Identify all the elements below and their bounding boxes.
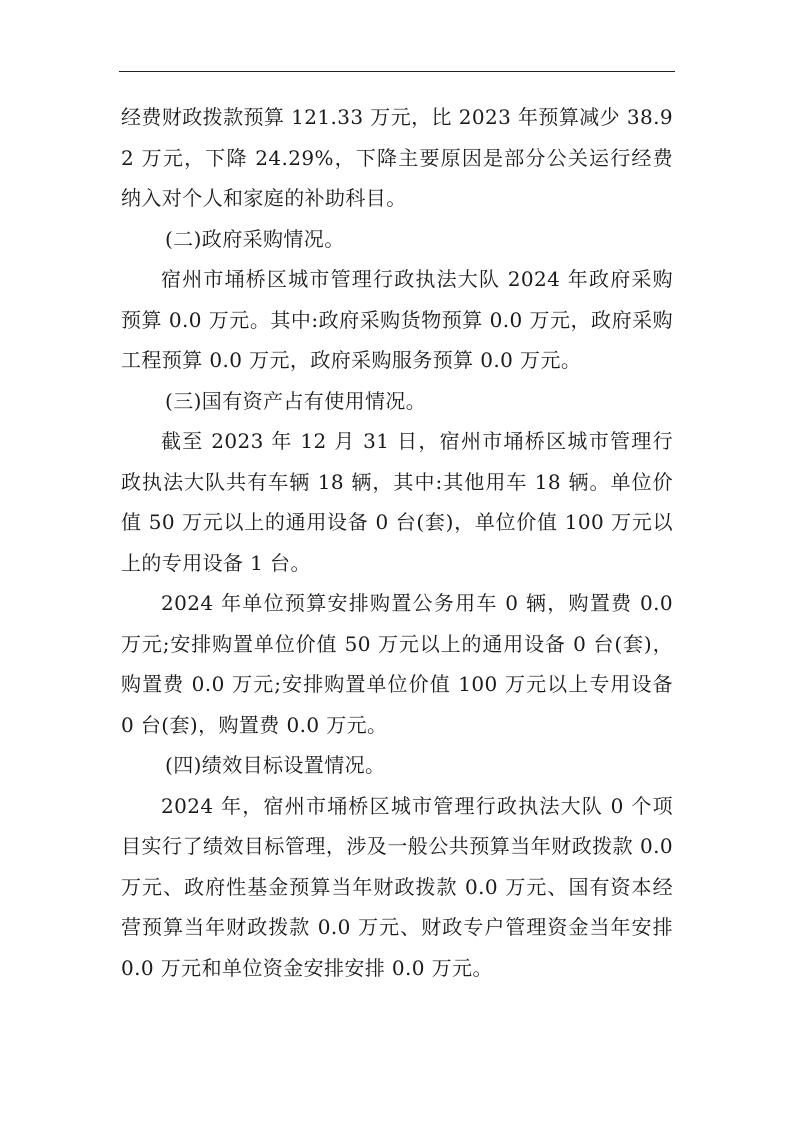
section-heading-procurement: (二)政府采购情况。	[165, 226, 345, 251]
section-heading-performance: (四)绩效目标设置情况。	[165, 753, 386, 777]
document-body	[121, 97, 673, 988]
paragraph-vehicle-purchase: 2024 年单位预算安排购置公务用车 0 辆，购置费 0.0 万元;安排购置单位价值 50 万元以上的通用设备 0 台(套)，购置费 0.0 万元;安排购置单位价值 100 万元以上专用设备 0 台(套)，购置费 0.0 万元。	[121, 591, 673, 737]
paragraph-assets: 截至 2023 年 12 月 31 日，宿州市埇桥区城市管理行政执法大队共有车辆 18 辆，其中:其他用车 18 辆。单位价值 50 万元以上的通用设备 0 台(套)，单位价值 100 万元以上的专用设备 1 台。	[121, 429, 673, 575]
paragraph-performance: 2024 年，宿州市埇桥区城市管理行政执法大队 0 个项目实行了绩效目标管理，涉及一般公共预算当年财政拨款 0.0 万元、政府性基金预算当年财政拨款 0.0 万元、国有资本经营预算当年财政拨款 0.0 万元、财政专户管理资金当年安排 0.0 万元和单位资金安排安排 0.0 万元。	[121, 793, 673, 980]
header-rule	[119, 71, 675, 72]
paragraph-procurement: 宿州市埇桥区城市管理行政执法大队 2024 年政府采购预算 0.0 万元。其中:政府采购货物预算 0.0 万元，政府采购工程预算 0.0 万元，政府采购服务预算 0.0 万元。	[121, 267, 673, 372]
paragraph-budget-continuation: 经费财政拨款预算 121.33 万元，比 2023 年预算减少 38.92 万元，下降 24.29%，下降主要原因是部分公关运行经费纳入对个人和家庭的补助科目。	[121, 105, 673, 210]
section-heading-assets: (三)国有资产占有使用情况。	[165, 388, 427, 413]
